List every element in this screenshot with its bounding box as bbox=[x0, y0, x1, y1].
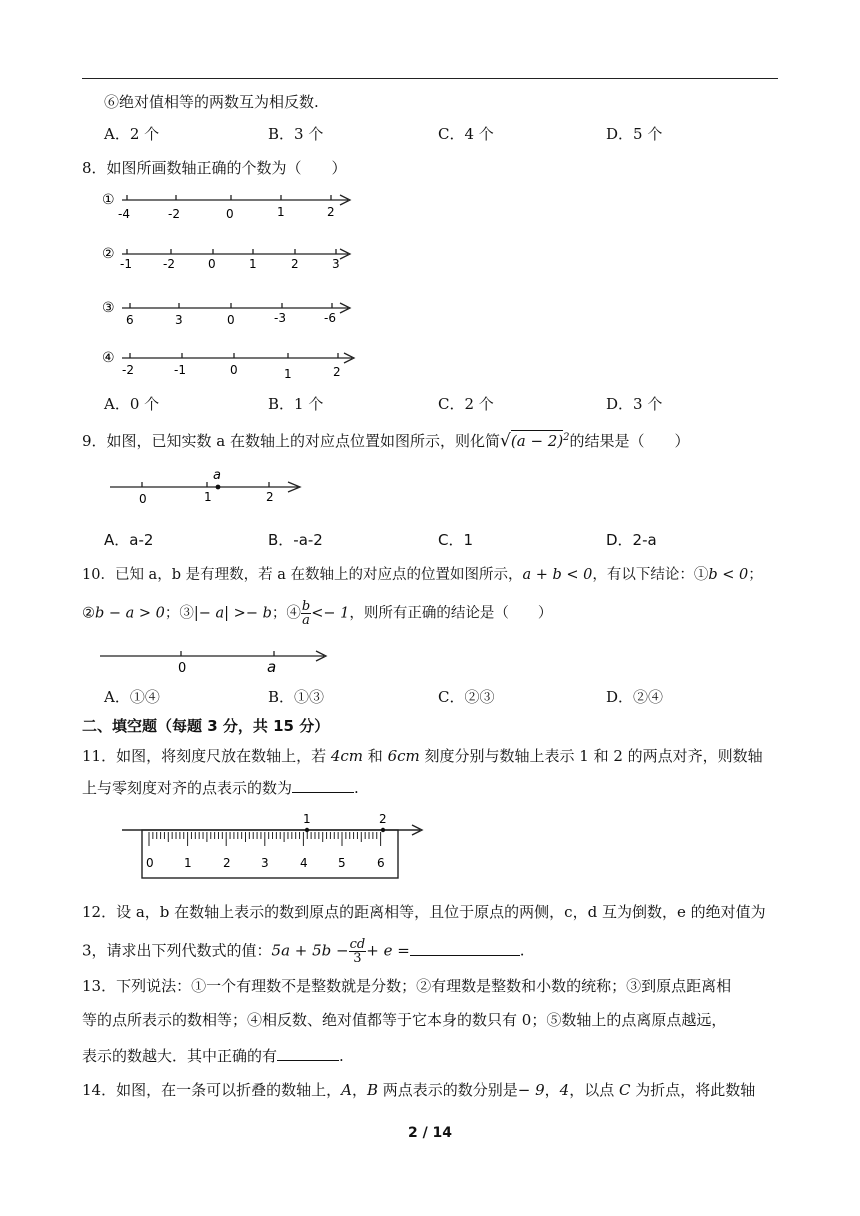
q7-option-d: D．5 个 bbox=[606, 125, 663, 143]
q9-stem bbox=[82, 428, 690, 451]
q14-math: C bbox=[619, 1081, 631, 1099]
q12-fraction bbox=[349, 938, 367, 965]
q9-option-a: A．a-2 bbox=[104, 531, 154, 549]
header-rule bbox=[82, 78, 778, 79]
q14-text: 为折点，将此数轴 bbox=[630, 1081, 756, 1099]
q10-text: ；④ bbox=[271, 605, 301, 622]
q10-text: ；③ bbox=[164, 605, 194, 622]
q8-axis3-tick: -3 bbox=[274, 311, 286, 325]
q8-axis1 bbox=[122, 195, 350, 205]
q9-point-a bbox=[216, 485, 221, 490]
q10-text: ，则所有正确的结论是（ ） bbox=[349, 605, 553, 622]
q8-option-b: B．1 个 bbox=[268, 395, 324, 413]
q14-line1 bbox=[82, 1080, 755, 1100]
q8-axis4-tick: 1 bbox=[284, 367, 292, 381]
q8-axis4-tick: 0 bbox=[230, 363, 238, 377]
q10-frac-num: b bbox=[301, 599, 311, 614]
q8-axis1-tick: 2 bbox=[327, 205, 335, 219]
q8-axis2-tick: 0 bbox=[208, 257, 216, 271]
q9-tick: 1 bbox=[204, 490, 212, 504]
q8-axis4 bbox=[122, 353, 354, 363]
q11-text: 上与零刻度对齐的点表示的数为 bbox=[82, 779, 293, 797]
q10-option-d: D．②④ bbox=[606, 688, 664, 706]
q8-number-lines-figure bbox=[100, 186, 362, 386]
q11-answer-blank[interactable] bbox=[292, 778, 354, 793]
q14-text: 两点表示的数分别是 bbox=[377, 1081, 518, 1099]
page-number: 2 / 14 bbox=[407, 1125, 453, 1141]
q7-option-b: B．3 个 bbox=[268, 125, 324, 143]
q8-axis2-tick: -2 bbox=[163, 257, 175, 271]
q10-text: ② bbox=[82, 605, 95, 622]
q8-axis1-marker: ① bbox=[102, 192, 115, 208]
q9-number-line bbox=[108, 466, 308, 508]
q10-math: |− a| >− b bbox=[193, 605, 272, 622]
q9-tick: 0 bbox=[139, 492, 147, 506]
q9-point-label: a bbox=[213, 468, 221, 483]
q11-text: 11．如图，将刻度尺放在数轴上，若 bbox=[82, 747, 331, 765]
q8-axis3-marker: ③ bbox=[102, 300, 115, 316]
q8-axis2-tick: -1 bbox=[120, 257, 132, 271]
q10-line2 bbox=[82, 600, 552, 627]
q11-axis-label: 2 bbox=[379, 812, 387, 826]
q11-ruler-label: 0 bbox=[146, 856, 154, 870]
q8-axis3-tick: 6 bbox=[126, 313, 134, 327]
q8-axis3-tick: -6 bbox=[324, 311, 336, 325]
q8-axis4-tick: -1 bbox=[174, 363, 186, 377]
q12-frac-den: 3 bbox=[353, 951, 362, 966]
q12-line2 bbox=[82, 938, 525, 965]
q10-text: ，有以下结论：① bbox=[592, 567, 709, 583]
q13-text: 表示的数越大．其中正确的有 bbox=[82, 1047, 278, 1065]
q13-line3 bbox=[82, 1046, 344, 1066]
q10-tick: a bbox=[267, 658, 277, 674]
q11-text: 刻度分别与数轴上表示 1 和 2 的两点对齐，则数轴 bbox=[419, 747, 763, 765]
q9-tick: 2 bbox=[266, 490, 274, 504]
q10-line1 bbox=[82, 565, 763, 585]
q11-line2 bbox=[82, 778, 359, 798]
q11-line1 bbox=[82, 746, 763, 766]
q11-ruler-label: 3 bbox=[261, 856, 269, 870]
q12-line1: 12．设 a，b 在数轴上表示的数到原点的距离相等，且位于原点的两侧，c，d 互为倒数，e 的绝对值为 bbox=[82, 903, 766, 921]
q13-line2: 等的点所表示的数相等；④相反数、绝对值都等于它本身的数只有 0；⑤数轴上的点离原点越远， bbox=[82, 1011, 727, 1029]
q14-text: ，以点 bbox=[569, 1081, 619, 1099]
q14-text: ， bbox=[544, 1081, 560, 1099]
q10-number-line bbox=[98, 644, 338, 674]
q8-axis3-tick: 0 bbox=[227, 313, 235, 327]
q8-axis4-marker: ④ bbox=[102, 350, 115, 366]
q9-option-b: B．-a-2 bbox=[268, 531, 323, 549]
q8-axis4-tick: -2 bbox=[122, 363, 134, 377]
q14-math: − 9 bbox=[517, 1081, 545, 1099]
q8-option-d: D．3 个 bbox=[606, 395, 663, 413]
q12-math: 5a + 5b − bbox=[271, 941, 349, 960]
q8-option-c: C．2 个 bbox=[438, 395, 494, 413]
q11-text: 和 bbox=[363, 747, 388, 765]
q8-axis4-tick: 2 bbox=[333, 365, 341, 379]
q8-axis2-tick: 1 bbox=[249, 257, 257, 271]
q8-option-a: A．0 个 bbox=[104, 395, 160, 413]
q12-text: 3，请求出下列代数式的值： bbox=[82, 941, 272, 960]
q12-text: . bbox=[519, 941, 525, 960]
q14-math: A bbox=[341, 1081, 352, 1099]
q9-stem-text: 9．如图，已知实数 a 在数轴上的对应点位置如图所示，则化简 bbox=[82, 432, 501, 450]
q11-ruler-label: 2 bbox=[223, 856, 231, 870]
q7-option-a: A．2 个 bbox=[104, 125, 160, 143]
q10-option-c: C．②③ bbox=[438, 688, 495, 706]
q10-tick: 0 bbox=[178, 661, 187, 674]
q7-statement-6: ⑥绝对值相等的两数互为相反数. bbox=[104, 93, 319, 111]
q13-answer-blank[interactable] bbox=[277, 1046, 339, 1061]
q11-ruler bbox=[142, 830, 398, 878]
q8-axis3 bbox=[122, 303, 350, 313]
q11-ruler-label: 6 bbox=[377, 856, 385, 870]
q11-ruler-figure bbox=[118, 808, 438, 884]
q9-radicand: (a − 2) bbox=[510, 432, 564, 450]
q10-math: b < 0 bbox=[708, 567, 749, 583]
q8-axis2-marker: ② bbox=[102, 246, 115, 262]
q10-text: ； bbox=[748, 567, 763, 583]
q12-answer-blank[interactable] bbox=[410, 941, 520, 956]
q10-math: b − a > 0 bbox=[95, 605, 165, 622]
q12-frac-num: cd bbox=[349, 937, 366, 952]
q10-option-b: B．①③ bbox=[268, 688, 325, 706]
q14-math: 4 bbox=[559, 1081, 570, 1099]
q11-ruler-label: 4 bbox=[300, 856, 308, 870]
q9-option-d: D．2-a bbox=[606, 531, 657, 549]
q10-frac-den: a bbox=[302, 613, 310, 628]
q11-math: 4cm bbox=[330, 747, 364, 765]
q8-axis2-tick: 3 bbox=[332, 257, 340, 271]
q10-fraction bbox=[301, 600, 311, 627]
q8-axis1-tick: 1 bbox=[277, 205, 285, 219]
q8-axis1-tick: 0 bbox=[226, 207, 234, 221]
q7-option-c: C．4 个 bbox=[438, 125, 494, 143]
q9-power: 2 bbox=[563, 432, 570, 443]
q8-stem: 8．如图所画数轴正确的个数为（ ） bbox=[82, 159, 347, 177]
q14-math: B bbox=[366, 1081, 378, 1099]
q9-option-c: C．1 bbox=[438, 531, 474, 549]
q11-ruler-label: 1 bbox=[184, 856, 192, 870]
section-title: 二、填空题（每题 3 分，共 15 分） bbox=[82, 717, 330, 735]
q10-text: 10．已知 a，b 是有理数，若 a 在数轴上的对应点的位置如图所示， bbox=[82, 567, 523, 583]
q11-axis-label: 1 bbox=[303, 812, 311, 826]
q8-axis3-tick: 3 bbox=[175, 313, 183, 327]
q11-ruler-label: 5 bbox=[338, 856, 346, 870]
q8-axis1-tick: -2 bbox=[168, 207, 180, 221]
q8-axis2 bbox=[122, 249, 350, 259]
q13-text: . bbox=[339, 1047, 344, 1065]
q9-radical: $√(a - 2)^2$ bbox=[500, 431, 570, 451]
q10-math: a + b < 0 bbox=[522, 567, 593, 583]
q11-text: . bbox=[354, 779, 359, 797]
q10-math: <− 1 bbox=[311, 605, 350, 622]
q14-text: 14．如图，在一条可以折叠的数轴上， bbox=[82, 1081, 342, 1099]
q8-axis2-tick: 2 bbox=[291, 257, 299, 271]
q9-stem-tail: 的结果是（ ） bbox=[569, 432, 690, 450]
q12-math: + e = bbox=[366, 941, 410, 960]
q11-math: 6cm bbox=[387, 747, 420, 765]
q14-text: ， bbox=[351, 1081, 367, 1099]
q13-line1: 13．下列说法：①一个有理数不是整数就是分数；②有理数是整数和小数的统称；③到原点距离相 bbox=[82, 977, 732, 995]
q8-axis1-tick: -4 bbox=[118, 207, 130, 221]
q10-option-a: A．①④ bbox=[104, 688, 160, 706]
